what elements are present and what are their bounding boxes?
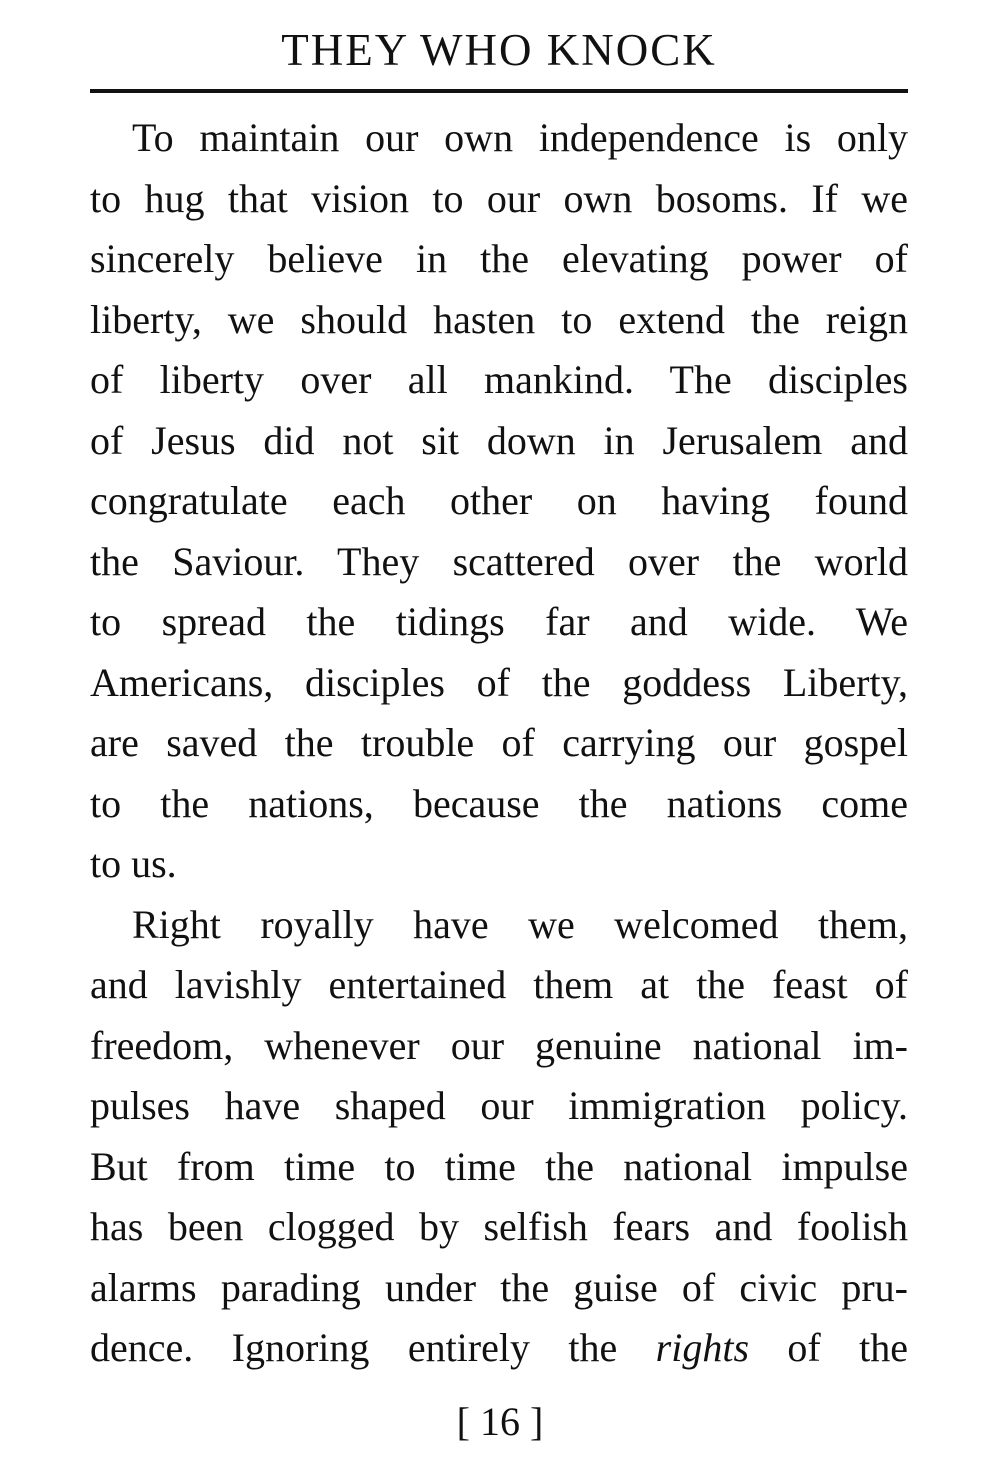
text-line: To maintain our own independence is only (132, 115, 908, 160)
italic-word: rights (655, 1325, 750, 1370)
text-line: Right royally have we welcomed them, (132, 901, 908, 947)
paragraph-2 (90, 895, 908, 1379)
text-line: freedom, whenever our genuine national im- (90, 1022, 908, 1068)
text-run: dence. Ignoring entirely the (90, 1325, 618, 1370)
text-line: to us. (90, 841, 177, 886)
text-line: to spread the tidings far and wide. We (90, 599, 908, 644)
text-line: the Saviour. They scattered over the world (90, 538, 908, 584)
text-line: But from time to time the national impulse (90, 1143, 908, 1189)
paragraph-1 (90, 108, 908, 895)
running-head: THEY WHO KNOCK (281, 25, 717, 75)
text-line: are saved the trouble of carrying our gospel (90, 720, 908, 765)
text-line: and lavishly entertained them at the feast of (90, 962, 908, 1007)
text-line: to hug that vision to our own bosoms. If we (90, 175, 908, 221)
text-line: liberty, we should hasten to extend the reign (90, 296, 908, 342)
text-line: Americans, disciples of the goddess Liberty, (90, 659, 908, 705)
text-line: pulses have shaped our immigration policy. (90, 1083, 908, 1128)
text-line-final (90, 1318, 908, 1379)
text-line: alarms parading under the guise of civic pru- (90, 1264, 908, 1310)
text-line: congratulate each other on having found (90, 478, 908, 523)
header-rule (90, 89, 908, 93)
text-line: of Jesus did not sit down in Jerusalem and (90, 417, 908, 463)
text-line: of liberty over all mankind. The disciples (90, 357, 908, 402)
text-line: sincerely believe in the elevating power of (90, 236, 908, 281)
text-line: has been clogged by selfish fears and foolish (90, 1204, 908, 1249)
page-number: [ 16 ] (456, 1399, 544, 1444)
body-text (90, 108, 908, 1379)
text-run: of the (787, 1325, 909, 1370)
text-line: to the nations, because the nations come (90, 780, 908, 826)
